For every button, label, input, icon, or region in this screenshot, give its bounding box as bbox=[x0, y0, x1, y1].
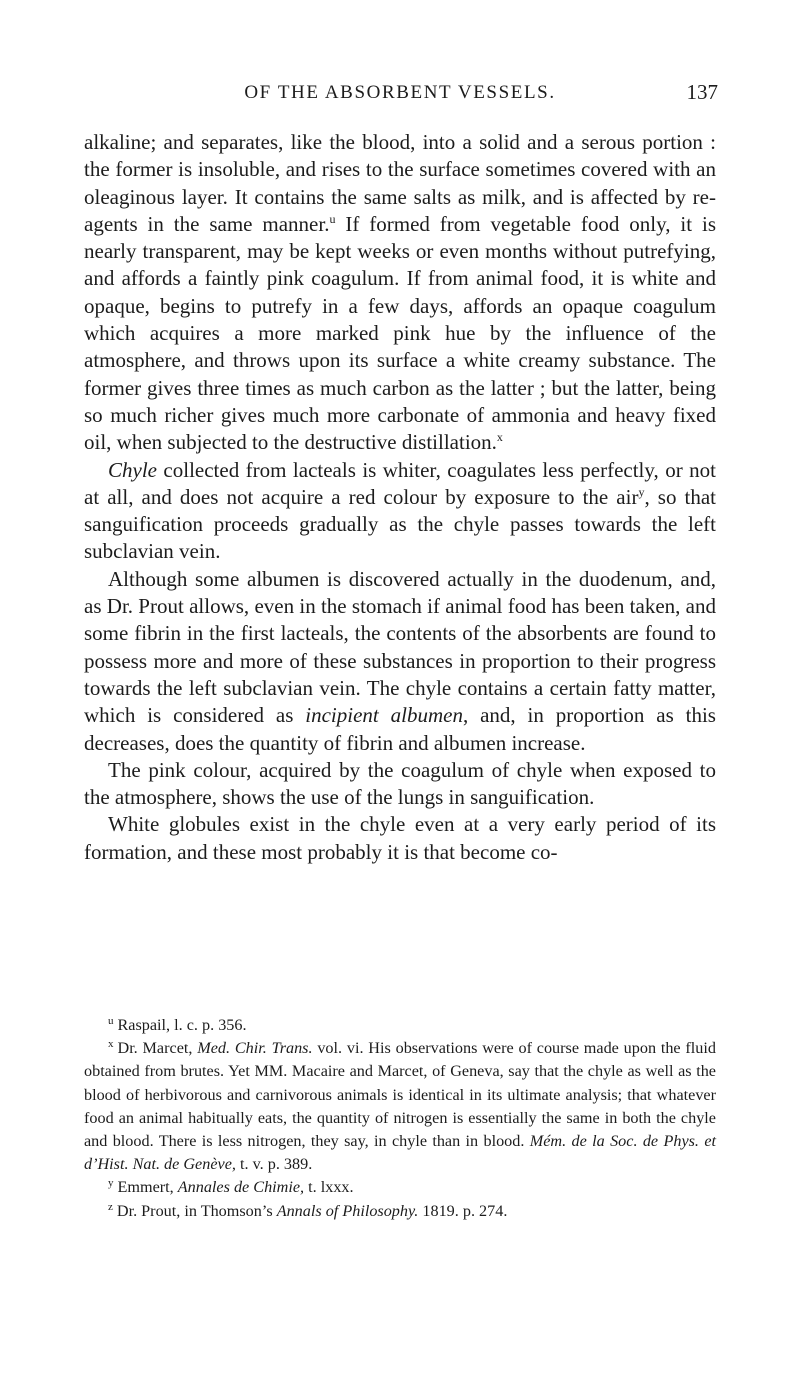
paragraph-5: White globules exist in the chyle even at a very early period of its formation, and these most probably it is that become co- bbox=[84, 812, 716, 864]
body-text bbox=[84, 129, 716, 866]
page-number: 137 bbox=[686, 80, 718, 104]
paragraph-text: Although some albumen is discovered actually in the duodenum, and, as Dr. Prout allows, even in the stomach if animal food has been taken, and some fibrin in the first lacteals, the contents of the absorbents are found to possess more and more of these substances in proportion to their progress towards the left subclavian vein. The chyle contains a certain fatty matter, which is considered as bbox=[84, 566, 716, 728]
paragraph-text: collected from lacteals is whiter, coagulates less perfectly, or not at all, and does not acquire a red colour by exposure to the air bbox=[84, 457, 716, 509]
footnote-text: t. v. p. 389. bbox=[235, 1155, 313, 1174]
footnote-z bbox=[84, 1200, 716, 1223]
footnote-ref-y[interactable]: y bbox=[638, 484, 645, 499]
footnote-mark: z bbox=[108, 1200, 113, 1213]
footnote-text: t. lxxx. bbox=[304, 1178, 354, 1197]
footnote-mark: u bbox=[108, 1015, 114, 1027]
paragraph-text: alkaline; and separates, like the blood, into a solid and a serous portion : the former is insoluble, and rises to the surface sometimes covered with an oleaginous layer. It contains the same salts as milk, and is affected by re-agents in the same manner. bbox=[84, 130, 716, 236]
paragraph-3 bbox=[84, 566, 716, 757]
footnote-italic: Mém. de la Soc. de Phys. et d’Hist. Nat. de Genève, bbox=[84, 1132, 717, 1174]
paragraph-2 bbox=[84, 457, 716, 566]
footnotes bbox=[84, 1014, 716, 1223]
footnote-y bbox=[84, 1176, 716, 1199]
footnote-ref-x[interactable]: x bbox=[496, 430, 503, 445]
footnote-italic: Annales de Chimie, bbox=[177, 1178, 305, 1197]
footnote-text: Emmert, bbox=[117, 1178, 178, 1197]
footnote-u bbox=[84, 1014, 716, 1037]
footnote-italic: Med. Chir. Trans. bbox=[197, 1039, 313, 1058]
paragraph-text: , and, in proportion as this decreases, does the quantity of fibrin and albumen increase. bbox=[84, 703, 716, 755]
paragraph-italic: incipient albumen bbox=[305, 703, 463, 728]
paragraph-text: , so that sanguification proceeds gradually as the chyle passes towards the left subclavian vein. bbox=[84, 484, 717, 564]
footnote-text: Raspail, l. c. p. 356. bbox=[117, 1016, 247, 1034]
footnote-text: 1819. p. 274. bbox=[418, 1201, 508, 1220]
footnote-x bbox=[84, 1037, 716, 1176]
paragraph-4: The pink colour, acquired by the coagulum of chyle when exposed to the atmosphere, shows the use of the lungs in sanguification. bbox=[84, 757, 716, 810]
page-header bbox=[0, 82, 800, 112]
paragraph-italic: Chyle bbox=[108, 457, 157, 482]
paragraph-text: If formed from vegetable food only, it is nearly transparent, may be kept weeks or even months without putrefying, and affords a faintly pink coagulum. If from animal food, it is white and opaque, begins to putrefy in a few days, affords an opaque coagulum which acquires a more marked pink hue by the influence of the atmosphere, and throws upon its surface a white creamy substance. The former gives three times as much carbon as the latter ; but the latter, being so much richer gives much more carbonate of ammonia and heavy fixed oil, when subjected to the destructive distillation. bbox=[84, 211, 716, 455]
footnote-text: Dr. Prout, in Thomson’s bbox=[116, 1201, 277, 1220]
footnote-text: Dr. Marcet, bbox=[117, 1039, 198, 1058]
footnote-ref-u[interactable]: u bbox=[329, 211, 336, 226]
footnote-mark: y bbox=[108, 1177, 114, 1190]
paragraph-1 bbox=[84, 129, 716, 457]
footnote-italic: Annals of Philosophy. bbox=[276, 1201, 419, 1220]
footnote-text: vol. vi. His observations were of course made upon the fluid obtained from brutes. Yet MM. Macaire and Marcet, of Geneva, say that the chyle as well as the blood of herbivorous and carnivorous animals is identical in its ultimate analysis; that whatever food an animal habitually eats, the quantity of nitrogen is essentially the same in both the chyle and blood. There is less nitrogen, they say, in chyle than in blood. bbox=[84, 1039, 716, 1151]
footnote-mark: x bbox=[108, 1038, 114, 1051]
running-title: OF THE ABSORBENT VESSELS. bbox=[244, 82, 556, 103]
